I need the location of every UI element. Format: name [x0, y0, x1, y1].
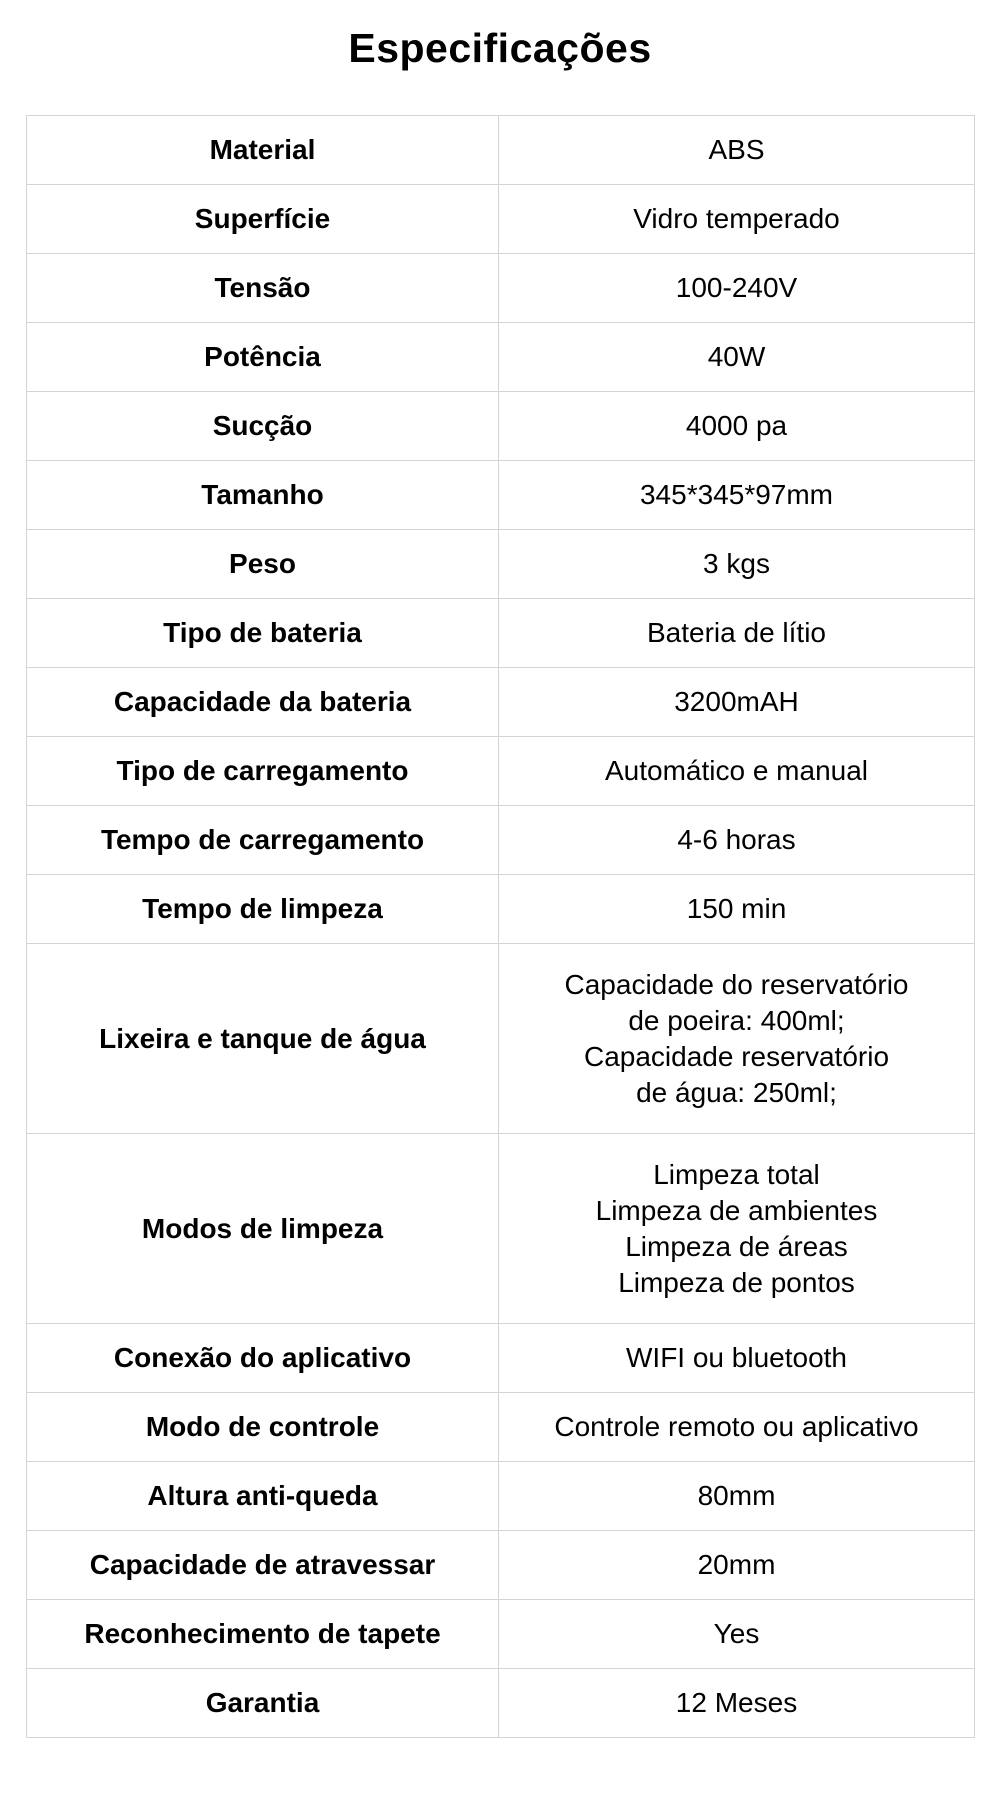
spec-label: Modo de controle	[27, 1393, 499, 1462]
spec-row	[27, 323, 975, 392]
spec-value-line: 12 Meses	[675, 1687, 798, 1718]
spec-value	[499, 1393, 975, 1462]
spec-row	[27, 392, 975, 461]
spec-row	[27, 737, 975, 806]
spec-value-line: de poeira: 400ml;	[628, 1004, 845, 1036]
spec-value	[499, 116, 975, 185]
spec-value	[499, 944, 975, 1134]
spec-value	[499, 1600, 975, 1669]
spec-row	[27, 1531, 975, 1600]
spec-value	[499, 806, 975, 875]
spec-value	[499, 254, 975, 323]
spec-value	[499, 1669, 975, 1738]
spec-value	[499, 668, 975, 737]
spec-label: Potência	[27, 323, 499, 392]
spec-label: Tipo de carregamento	[27, 737, 499, 806]
spec-label: Capacidade da bateria	[27, 668, 499, 737]
spec-value-line: Vidro temperado	[633, 203, 840, 234]
spec-value	[499, 461, 975, 530]
spec-label: Modos de limpeza	[27, 1134, 499, 1324]
spec-label: Altura anti-queda	[27, 1462, 499, 1531]
spec-value	[499, 875, 975, 944]
spec-value-line: 345*345*97mm	[639, 479, 834, 510]
spec-value	[499, 1531, 975, 1600]
spec-row	[27, 1462, 975, 1531]
spec-value	[499, 737, 975, 806]
specifications-table	[26, 115, 975, 1738]
spec-label: Sucção	[27, 392, 499, 461]
spec-value	[499, 599, 975, 668]
spec-value	[499, 1134, 975, 1324]
spec-value-line: Limpeza de pontos	[618, 1266, 855, 1298]
spec-value-line: 4-6 horas	[677, 824, 796, 855]
spec-value	[499, 530, 975, 599]
spec-value-line: 80mm	[697, 1480, 776, 1511]
spec-value-line: Bateria de lítio	[647, 617, 826, 648]
spec-value-line: 150 min	[686, 893, 787, 924]
spec-value-line: 3 kgs	[703, 548, 770, 579]
spec-value-line: Capacidade do reservatório	[564, 968, 909, 1000]
spec-row	[27, 185, 975, 254]
spec-row	[27, 461, 975, 530]
spec-value	[499, 323, 975, 392]
spec-value-line: Capacidade reservatório	[583, 1040, 890, 1072]
spec-value-line: 20mm	[697, 1549, 776, 1580]
spec-label: Material	[27, 116, 499, 185]
specifications-table-body	[27, 116, 975, 1738]
spec-value-line: WIFI ou bluetooth	[625, 1342, 847, 1373]
spec-value-line: Limpeza total	[653, 1158, 820, 1190]
spec-row	[27, 875, 975, 944]
spec-row	[27, 1600, 975, 1669]
spec-value-line: Limpeza de áreas	[625, 1230, 848, 1262]
spec-value-line: 40W	[707, 341, 766, 372]
spec-label: Conexão do aplicativo	[27, 1324, 499, 1393]
spec-row	[27, 1324, 975, 1393]
spec-label: Peso	[27, 530, 499, 599]
spec-value-line: ABS	[708, 134, 765, 165]
spec-row	[27, 1669, 975, 1738]
spec-value	[499, 1462, 975, 1531]
spec-value-line: 4000 pa	[685, 410, 788, 441]
spec-row	[27, 530, 975, 599]
spec-label: Tamanho	[27, 461, 499, 530]
spec-label: Lixeira e tanque de água	[27, 944, 499, 1134]
spec-value-line: Automático e manual	[604, 755, 869, 786]
spec-row	[27, 1393, 975, 1462]
spec-label: Tipo de bateria	[27, 599, 499, 668]
spec-label: Tempo de limpeza	[27, 875, 499, 944]
spec-row	[27, 599, 975, 668]
spec-value-line: 3200mAH	[674, 686, 799, 717]
spec-value-line: Controle remoto ou aplicativo	[554, 1411, 919, 1442]
spec-row	[27, 254, 975, 323]
spec-value-line: Yes	[713, 1618, 760, 1649]
spec-label: Superfície	[27, 185, 499, 254]
page-title: Especificações	[348, 25, 652, 71]
spec-row	[27, 1134, 975, 1324]
spec-row	[27, 806, 975, 875]
spec-value-line: Limpeza de ambientes	[595, 1194, 878, 1226]
spec-label: Reconhecimento de tapete	[27, 1600, 499, 1669]
spec-label: Garantia	[27, 1669, 499, 1738]
spec-row	[27, 668, 975, 737]
spec-row	[27, 116, 975, 185]
spec-value	[499, 392, 975, 461]
spec-value-line: 100-240V	[675, 272, 798, 303]
spec-label: Tempo de carregamento	[27, 806, 499, 875]
spec-value	[499, 1324, 975, 1393]
spec-value	[499, 185, 975, 254]
spec-row	[27, 944, 975, 1134]
spec-label: Tensão	[27, 254, 499, 323]
spec-value-line: de água: 250ml;	[636, 1076, 837, 1108]
spec-label: Capacidade de atravessar	[27, 1531, 499, 1600]
